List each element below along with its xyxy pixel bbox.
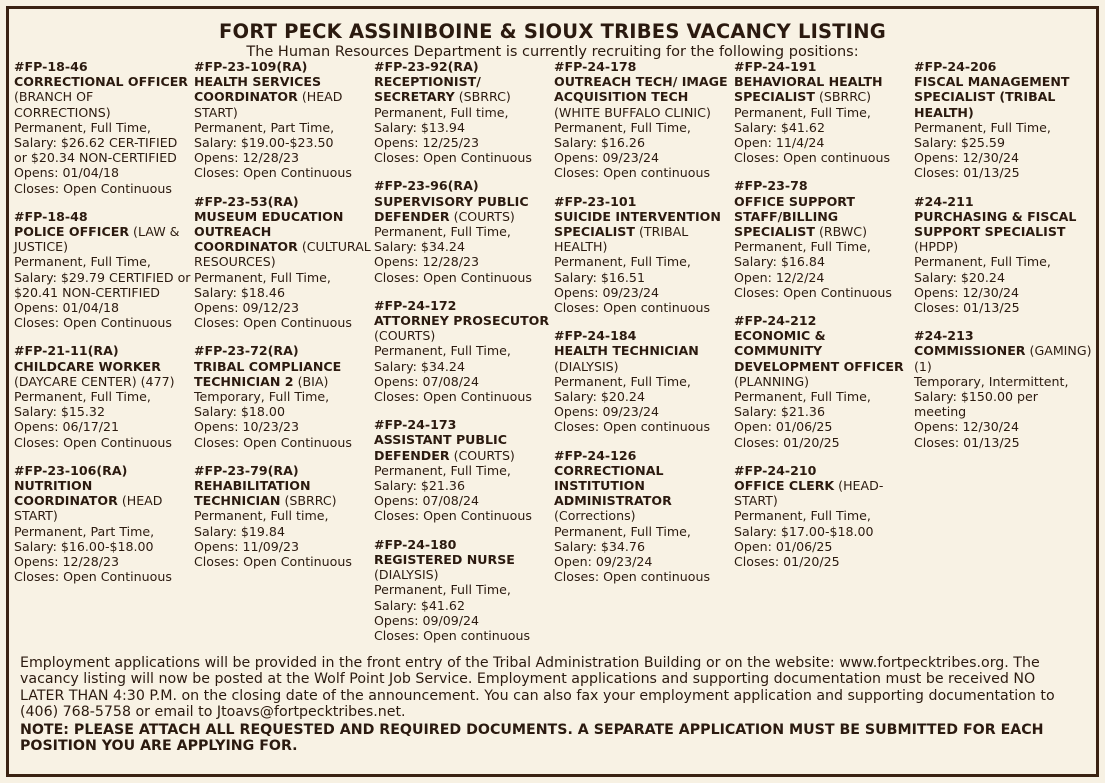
vacancy-listing xyxy=(374,178,552,284)
vacancy-number: #FP-24-173 xyxy=(374,417,457,433)
vacancy-number: #FP-24-210 xyxy=(734,462,817,478)
vacancy-detail: Permanent, Full Time, xyxy=(734,508,871,524)
position-title: REHABILITATION TECHNICIAN xyxy=(194,478,311,509)
vacancy-detail: Opens: 01/04/18 xyxy=(14,165,120,181)
vacancy-detail: Salary: $41.62 xyxy=(374,597,465,613)
vacancy-title-line xyxy=(554,74,732,120)
position-title: ATTORNEY PROSECUTOR xyxy=(374,313,550,329)
vacancy-detail: Open: 01/06/25 xyxy=(734,419,833,435)
position-title: ASSISTANT PUBLIC DEFENDER xyxy=(374,432,507,463)
vacancy-detail: Closes: Open Continuous xyxy=(14,180,172,196)
vacancy-detail: Closes: Open Continuous xyxy=(734,284,892,300)
vacancy-detail: Permanent, Full Time, xyxy=(554,119,691,135)
department: (Corrections) xyxy=(554,508,636,524)
vacancy-number: #24-213 xyxy=(914,328,974,344)
vacancy-listing xyxy=(14,343,192,449)
vacancy-title-line xyxy=(554,209,732,255)
vacancy-listing xyxy=(374,417,552,523)
vacancy-detail: Salary: $18.46 xyxy=(194,284,285,300)
position-title: OFFICE CLERK xyxy=(734,478,835,494)
vacancy-listing xyxy=(734,59,912,165)
department: (COURTS) xyxy=(374,328,436,344)
department: (HEAD-START) xyxy=(734,478,884,509)
vacancy-number: #FP-23-79(RA) xyxy=(194,462,299,478)
position-title: PURCHASING & FISCAL SUPPORT SPECIALIST xyxy=(914,208,1077,240)
vacancy-detail: Closes: Open Continuous xyxy=(14,434,172,450)
position-title: TRIBAL COMPLIANCE TECHNICIAN 2 xyxy=(194,358,342,389)
vacancy-title-line xyxy=(194,74,372,120)
vacancy-detail: Salary: $19.84 xyxy=(194,523,285,539)
vacancy-detail: Opens: 11/09/23 xyxy=(194,538,300,554)
vacancy-detail: Closes: Open continuous xyxy=(554,165,711,181)
vacancy-columns xyxy=(14,59,1092,649)
department: (TRIBAL HEALTH) xyxy=(554,224,689,255)
vacancy-title-line xyxy=(14,359,192,389)
vacancy-detail: Opens: 01/04/18 xyxy=(14,300,120,316)
position-title: BEHAVIORAL HEALTH SPECIALIST xyxy=(734,74,883,105)
vacancy-detail: Permanent, Full Time, xyxy=(554,254,691,270)
vacancy-detail: Permanent, Full Time, xyxy=(14,119,151,135)
vacancy-detail: Permanent, Full Time, xyxy=(374,462,511,478)
vacancy-title-line xyxy=(734,478,912,508)
vacancy-number: #FP-23-72(RA) xyxy=(194,343,299,359)
department: (WHITE BUFFALO CLINIC) xyxy=(554,104,711,120)
vacancy-number: #FP-18-48 xyxy=(14,208,88,224)
page-title: FORT PECK ASSINIBOINE & SIOUX TRIBES VACANCY LISTING xyxy=(219,20,886,43)
vacancy-detail: Opens: 09/23/24 xyxy=(554,284,660,300)
vacancy-detail: Salary: $18.00 xyxy=(194,404,285,420)
department: (CULTURAL RESOURCES) xyxy=(194,239,371,270)
vacancy-detail: Closes: Open continuous xyxy=(554,569,711,585)
vacancy-detail: Closes: Open Continuous xyxy=(14,569,172,585)
vacancy-number: #FP-23-78 xyxy=(734,178,808,194)
vacancy-number: #FP-21-11(RA) xyxy=(14,343,119,359)
vacancy-detail: Permanent, Full Time, xyxy=(554,373,691,389)
vacancy-detail: Salary: $25.59 xyxy=(914,135,1005,151)
vacancy-title-line xyxy=(194,478,372,508)
vacancy-number: #FP-23-101 xyxy=(554,193,637,209)
vacancy-title-line xyxy=(914,74,1092,120)
vacancy-detail: Salary: $20.24 xyxy=(914,269,1005,285)
vacancy-title-line xyxy=(14,224,192,254)
vacancy-detail: Opens: 12/28/23 xyxy=(194,150,300,166)
vacancy-detail: Salary: $41.62 xyxy=(734,119,825,135)
vacancy-detail: Temporary, Full Time, xyxy=(194,389,330,405)
department: (BIA) xyxy=(297,373,329,389)
department: (LAW & JUSTICE) xyxy=(14,224,180,255)
vacancy-number: #FP-24-206 xyxy=(914,59,997,74)
position-title: POLICE OFFICER xyxy=(14,224,130,240)
vacancy-detail: Permanent, Full Time, xyxy=(554,523,691,539)
footer-note: NOTE: PLEASE ATTACH ALL REQUESTED AND REQUIRED DOCUMENTS. A SEPARATE APPLICATION MUST BE SUBMITTED FOR EACH POSITION YOU ARE APPLYING FOR. xyxy=(20,721,1044,755)
position-title: RECEPTIONIST/ SECRETARY xyxy=(374,74,481,105)
vacancy-title-line xyxy=(374,313,552,343)
department: (HEAD START) xyxy=(14,493,163,524)
position-title: CHILDCARE WORKER xyxy=(14,358,161,374)
department: (SBRRC) xyxy=(818,89,872,105)
footer-instructions xyxy=(20,655,1075,754)
vacancy-detail: Closes: Open Continuous xyxy=(374,508,532,524)
vacancy-detail: Salary: $34.24 xyxy=(374,239,465,255)
position-title: OFFICE SUPPORT STAFF/BILLING SPECIALIST xyxy=(734,193,856,240)
vacancy-number: #FP-18-46 xyxy=(14,59,88,74)
position-title: ECONOMIC & COMMUNITY DEVELOPMENT OFFICER xyxy=(734,328,904,374)
vacancy-detail: Closes: Open Continuous xyxy=(374,150,532,166)
department: (DAYCARE CENTER) (477) xyxy=(14,373,175,389)
vacancy-detail: Closes: Open continuous xyxy=(734,150,891,166)
position-title: OUTREACH TECH/ IMAGE ACQUISITION TECH xyxy=(554,74,728,105)
vacancy-detail: Closes: 01/13/25 xyxy=(914,300,1020,316)
vacancy-column-1 xyxy=(14,59,192,598)
vacancy-listing xyxy=(374,59,552,165)
vacancy-detail: Closes: 01/20/25 xyxy=(734,434,840,450)
vacancy-detail: Permanent, Full Time, xyxy=(374,224,511,240)
vacancy-listing xyxy=(194,194,372,331)
vacancy-detail: Salary: $150.00 per meeting xyxy=(914,389,1038,420)
vacancy-listing xyxy=(554,328,732,434)
vacancy-detail: Salary: $34.76 xyxy=(554,538,645,554)
vacancy-detail: Salary: $16.84 xyxy=(734,254,825,270)
vacancy-column-3 xyxy=(374,59,552,656)
department: (GAMING) (1) xyxy=(914,343,1092,374)
vacancy-listing xyxy=(374,537,552,643)
vacancy-detail: Closes: Open Continuous xyxy=(194,434,352,450)
vacancy-column-4 xyxy=(554,59,732,598)
vacancy-title-line xyxy=(734,328,912,389)
vacancy-title-line xyxy=(734,194,912,240)
vacancy-detail: Temporary, Intermittent, xyxy=(914,373,1069,389)
vacancy-detail: Closes: Open Continuous xyxy=(194,315,352,331)
vacancy-detail: Salary: $26.62 CER-TIFIED or $20.34 NON-CERTIFIED xyxy=(14,135,178,166)
vacancy-listing xyxy=(14,209,192,331)
vacancy-detail: Opens: 09/23/24 xyxy=(554,150,660,166)
vacancy-detail: Permanent, Full Time, xyxy=(734,389,871,405)
vacancy-detail: Closes: Open continuous xyxy=(554,419,711,435)
vacancy-detail: Closes: Open Continuous xyxy=(194,554,352,570)
vacancy-title-line xyxy=(554,463,732,524)
vacancy-detail: Salary: $19.00-$23.50 xyxy=(194,135,334,151)
vacancy-detail: Closes: 01/20/25 xyxy=(734,554,840,570)
position-title: COMMISSIONER xyxy=(914,343,1026,359)
vacancy-listing xyxy=(194,343,372,449)
vacancy-detail: Salary: $16.00-$18.00 xyxy=(14,538,154,554)
position-title: CORRECTIONAL OFFICER xyxy=(14,74,189,90)
vacancy-listing xyxy=(734,178,912,300)
vacancy-number: #FP-23-92(RA) xyxy=(374,59,479,74)
department: (HEAD START) xyxy=(194,89,343,120)
vacancy-detail: Permanent, Full Time, xyxy=(914,119,1051,135)
vacancy-detail: Permanent, Full Time, xyxy=(374,343,511,359)
vacancy-detail: Salary: $29.79 CERTIFIED or $20.41 NON-CERTIFIED xyxy=(14,269,191,300)
vacancy-number: #FP-24-178 xyxy=(554,59,637,74)
vacancy-number: #FP-24-212 xyxy=(734,313,817,329)
vacancy-number: #FP-24-172 xyxy=(374,297,457,313)
vacancy-detail: Permanent, Full Time, xyxy=(14,254,151,270)
vacancy-detail: Opens: 09/12/23 xyxy=(194,300,300,316)
vacancy-title-line xyxy=(554,343,732,373)
vacancy-detail: Salary: $21.36 xyxy=(734,404,825,420)
vacancy-detail: Opens: 06/17/21 xyxy=(14,419,120,435)
vacancy-number: #FP-24-184 xyxy=(554,328,637,344)
vacancy-detail: Salary: $20.24 xyxy=(554,389,645,405)
vacancy-detail: Closes: Open continuous xyxy=(554,300,711,316)
vacancy-detail: Salary: $17.00-$18.00 xyxy=(734,523,874,539)
vacancy-detail: Permanent, Full Time, xyxy=(734,104,871,120)
vacancy-listing xyxy=(914,59,1092,181)
vacancy-number: #FP-23-96(RA) xyxy=(374,178,479,194)
vacancy-title-line xyxy=(374,194,552,224)
vacancy-detail: Opens: 07/08/24 xyxy=(374,373,480,389)
vacancy-detail: Permanent, Part Time, xyxy=(14,523,155,539)
vacancy-title-line xyxy=(194,209,372,270)
vacancy-detail: Closes: 01/13/25 xyxy=(914,434,1020,450)
vacancy-title-line xyxy=(14,74,192,120)
vacancy-title-line xyxy=(194,359,372,389)
vacancy-detail: Permanent, Full time, xyxy=(194,508,329,524)
vacancy-detail: Opens: 12/28/23 xyxy=(14,554,120,570)
vacancy-detail: Closes: Open Continuous xyxy=(14,315,172,331)
department: (SBRRC) xyxy=(458,89,511,105)
position-title: SUPERVISORY PUBLIC DEFENDER xyxy=(374,193,529,224)
vacancy-detail: Opens: 12/30/24 xyxy=(914,150,1020,166)
position-title: FISCAL MANAGEMENT SPECIALIST (TRIBAL HEALTH) xyxy=(914,74,1070,120)
vacancy-listing xyxy=(14,59,192,196)
vacancy-title-line xyxy=(374,432,552,462)
vacancy-title-line xyxy=(14,478,192,524)
vacancy-listing xyxy=(554,448,732,585)
vacancy-listing xyxy=(734,463,912,569)
vacancy-title-line xyxy=(914,343,1092,373)
page-subtitle: The Human Resources Department is currently recruiting for the following positions: xyxy=(246,44,859,60)
vacancy-detail: Open: 12/2/24 xyxy=(734,269,825,285)
vacancy-listing xyxy=(194,59,372,181)
department: (RBWC) xyxy=(818,224,867,240)
vacancy-number: #24-211 xyxy=(914,193,974,209)
vacancy-detail: Permanent, Full time, xyxy=(374,104,509,120)
department: (SBRRC) xyxy=(284,493,337,509)
vacancy-detail: Open: 11/4/24 xyxy=(734,135,825,151)
position-title: HEALTH SERVICES COORDINATOR xyxy=(194,74,322,105)
vacancy-detail: Salary: $16.26 xyxy=(554,135,645,151)
vacancy-detail: Salary: $13.94 xyxy=(374,119,465,135)
vacancy-detail: Opens: 12/25/23 xyxy=(374,135,480,151)
footer-text: Employment applications will be provided in the front entry of the Tribal Administration Building or on the website: www.fortpecktribes.org. The vacancy listing will now be posted at the Wolf Point Job Service. Employment applications and supporting documentation must be received NO LATER THAN 4:30 P.M. on the closing date of the announcement. You can also fax your employment application and supporting documentation to (406) 768-5758 or email to Jtoavs@fortpecktribes.net. xyxy=(20,655,1055,721)
department: (PLANNING) xyxy=(734,373,810,389)
vacancy-detail: Salary: $21.36 xyxy=(374,478,465,494)
vacancy-detail: Opens: 12/30/24 xyxy=(914,284,1020,300)
vacancy-detail: Salary: $16.51 xyxy=(554,269,645,285)
vacancy-listing xyxy=(554,59,732,181)
vacancy-detail: Permanent, Full Time, xyxy=(14,389,151,405)
vacancy-column-2 xyxy=(194,59,372,582)
vacancy-title-line xyxy=(914,209,1092,255)
vacancy-detail: Opens: 09/23/24 xyxy=(554,404,660,420)
vacancy-column-5 xyxy=(734,59,912,582)
department: (DIALYSIS) xyxy=(554,358,619,374)
position-title: SUICIDE INTERVENTION SPECIALIST xyxy=(554,208,721,240)
vacancy-detail: Open: 09/23/24 xyxy=(554,554,653,570)
vacancy-listing xyxy=(734,313,912,450)
vacancy-detail: Permanent, Part Time, xyxy=(194,119,335,135)
vacancy-listing xyxy=(374,298,552,404)
vacancy-number: #FP-24-180 xyxy=(374,536,457,552)
position-title: MUSEUM EDUCATION OUTREACH COORDINATOR xyxy=(194,208,344,255)
department: (BRANCH OF CORRECTIONS) xyxy=(14,89,111,120)
vacancy-detail: Salary: $34.24 xyxy=(374,358,465,374)
position-title: NUTRITION COORDINATOR xyxy=(14,478,118,509)
vacancy-listing xyxy=(554,194,732,316)
vacancy-listing xyxy=(194,463,372,569)
department: (COURTS) xyxy=(453,447,515,463)
vacancy-number: #FP-23-106(RA) xyxy=(14,462,128,478)
vacancy-number: #FP-24-126 xyxy=(554,447,637,463)
vacancy-number: #FP-23-109(RA) xyxy=(194,59,308,74)
position-title: HEALTH TECHNICIAN xyxy=(554,343,699,359)
department: (HPDP) xyxy=(914,239,959,255)
vacancy-title-line xyxy=(374,74,552,104)
vacancy-detail: Closes: 01/13/25 xyxy=(914,165,1020,181)
vacancy-listing xyxy=(914,328,1092,450)
vacancy-detail: Closes: Open Continuous xyxy=(194,165,352,181)
vacancy-detail: Closes: Open Continuous xyxy=(374,389,532,405)
vacancy-title-line xyxy=(734,74,912,104)
vacancy-listing xyxy=(14,463,192,585)
vacancy-detail: Opens: 12/30/24 xyxy=(914,419,1020,435)
vacancy-detail: Permanent, Full Time, xyxy=(194,269,331,285)
vacancy-column-6 xyxy=(914,59,1092,463)
department: (COURTS) xyxy=(453,208,515,224)
vacancy-detail: Opens: 10/23/23 xyxy=(194,419,300,435)
vacancy-detail: Open: 01/06/25 xyxy=(734,538,833,554)
vacancy-detail: Salary: $15.32 xyxy=(14,404,105,420)
vacancy-number: #FP-24-191 xyxy=(734,59,817,74)
position-title: REGISTERED NURSE xyxy=(374,551,515,567)
vacancy-detail: Permanent, Full Time, xyxy=(914,254,1051,270)
vacancy-number: #FP-23-53(RA) xyxy=(194,193,299,209)
vacancy-detail: Closes: Open Continuous xyxy=(374,269,532,285)
vacancy-detail: Permanent, Full Time, xyxy=(734,239,871,255)
vacancy-detail: Opens: 09/09/24 xyxy=(374,612,480,628)
vacancy-detail: Closes: Open continuous xyxy=(374,627,531,643)
vacancy-title-line xyxy=(374,552,552,582)
vacancy-detail: Opens: 12/28/23 xyxy=(374,254,480,270)
vacancy-listing xyxy=(914,194,1092,316)
department: (DIALYSIS) xyxy=(374,567,439,583)
vacancy-detail: Permanent, Full Time, xyxy=(374,582,511,598)
vacancy-detail: Opens: 07/08/24 xyxy=(374,493,480,509)
position-title: CORRECTIONAL INSTITUTION ADMINISTRATOR xyxy=(554,462,672,509)
